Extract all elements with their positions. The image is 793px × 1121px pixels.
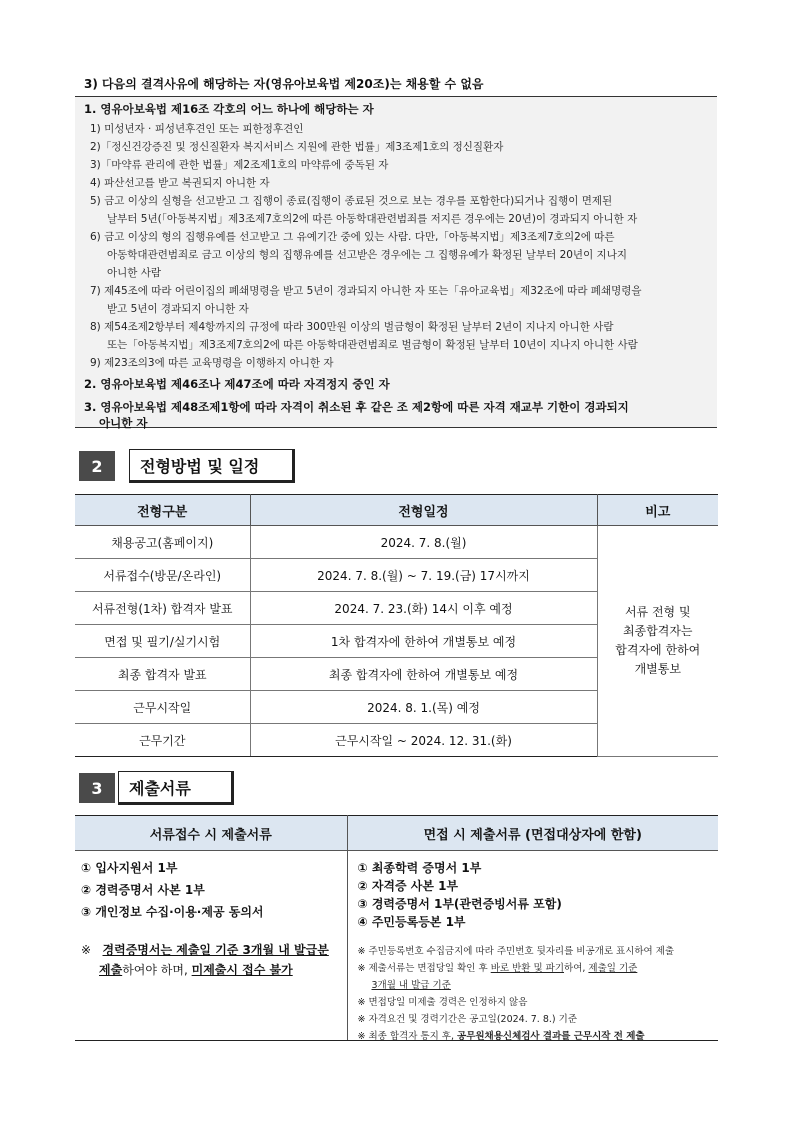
- disq-subitem: 4) 파산선고를 받고 복권되지 아니한 자: [90, 177, 270, 189]
- doc-item: ① 최종학력 증명서 1부: [357, 861, 482, 875]
- career-note-cont: [99, 961, 293, 978]
- row-type: 근무기간: [75, 724, 250, 757]
- col-header-interview-docs: 면접 시 제출서류 (면접대상자에 한함): [347, 816, 718, 851]
- table-row: [75, 851, 718, 1041]
- interview-note: ※ 면접당일 미제출 경력은 인정하지 않음: [357, 997, 528, 1008]
- note-underline: 3개월 내 발급 기준: [371, 980, 451, 991]
- doc-item: ② 자격증 사본 1부: [357, 879, 459, 893]
- schedule-note: [597, 526, 718, 757]
- table-header-row: [75, 816, 718, 851]
- section-3-title: 제출서류: [118, 771, 234, 805]
- row-type: 서류전형(1차) 합격자 발표: [75, 592, 250, 625]
- disq-subitem-cont: 받고 5년이 경과되지 아니한 자: [107, 303, 249, 315]
- row-schedule: 최종 합격자에 한하여 개별통보 예정: [250, 658, 597, 691]
- row-type: 근무시작일: [75, 691, 250, 724]
- interview-note: ※ 주민등록번호 수집금지에 따라 주민번호 뒷자리를 비공개로 표시하여 제출: [357, 946, 675, 957]
- disq-subitem: 8) 제54조제2항부터 제4항까지의 규정에 따라 300만원 이상의 벌금형이 확정된 날부터 2년이 지나지 아니한 사람: [90, 321, 614, 333]
- row-schedule: 1차 합격자에 한하여 개별통보 예정: [250, 625, 597, 658]
- disq-subitem: 1) 미성년자 · 피성년후견인 또는 피한정후견인: [90, 123, 304, 135]
- schedule-table: [75, 494, 718, 757]
- row-type: 채용공고(홈페이지): [75, 526, 250, 559]
- row-type: 면접 및 필기/실기시험: [75, 625, 250, 658]
- col-header-type: 전형구분: [75, 495, 250, 526]
- interview-note: ※ 자격요건 및 경력기간은 공고일(2024. 7. 8.) 기준: [357, 1014, 577, 1025]
- note-text: 하여,: [564, 963, 586, 974]
- disqualification-box: [75, 96, 717, 428]
- row-schedule: 2024. 7. 8.(월) ~ 7. 19.(금) 17시까지: [250, 559, 597, 592]
- doc-item: ③ 개인정보 수집·이용·제공 동의서: [81, 905, 264, 919]
- interview-note-cont: [372, 977, 451, 991]
- table-row: [75, 526, 718, 559]
- disq-subitem-cont: 아니한 사람: [107, 267, 162, 279]
- note-emphasis: 미제출시 접수 불가: [191, 963, 293, 977]
- interview-docs-cell: [347, 851, 718, 1041]
- disq-item-1-title: 1. 영유아보육법 제16조 각호의 어느 하나에 해당하는 자: [84, 102, 374, 116]
- col-header-note: 비고: [597, 495, 718, 526]
- career-note: [81, 941, 329, 958]
- section-2-title: 전형방법 및 일정: [129, 449, 295, 483]
- note-line: 서류 전형 및: [624, 605, 691, 619]
- row-type: 서류접수(방문/온라인): [75, 559, 250, 592]
- documents-table: [75, 815, 718, 1041]
- note-underline: 제출일 기준: [588, 963, 638, 974]
- disq-subitem: 3)「마약류 관리에 관한 법률」제2조제1호의 마약류에 중독된 자: [90, 159, 389, 171]
- col-header-schedule: 전형일정: [250, 495, 597, 526]
- note-line: 합격자에 한하여: [615, 643, 701, 657]
- row-type: 최종 합격자 발표: [75, 658, 250, 691]
- note-text: ※ 제출서류는 면접당일 확인 후: [357, 963, 488, 974]
- row-schedule: 2024. 7. 23.(화) 14시 이후 예정: [250, 592, 597, 625]
- row-schedule: 2024. 8. 1.(목) 예정: [250, 691, 597, 724]
- doc-item: ③ 경력증명서 1부(관련증빙서류 포함): [357, 897, 562, 911]
- note-emphasis: 제출: [99, 963, 123, 977]
- disq-item-3: 3. 영유아보육법 제48조제1항에 따라 자격이 취소된 후 같은 조 제2항에 따른 자격 재교부 기한이 경과되지: [84, 400, 629, 414]
- note-underline: 바로 반환 및 파기: [490, 963, 565, 974]
- note-mark: ※: [81, 943, 92, 957]
- disq-item-2: 2. 영유아보육법 제46조나 제47조에 따라 자격정지 중인 자: [84, 377, 390, 391]
- disq-subitem: 5) 금고 이상의 실형을 선고받고 그 집행이 종료(집행이 종료된 것으로 보는 경우를 포함한다)되거나 집행이 면제된: [90, 195, 613, 207]
- interview-note: [358, 960, 638, 974]
- note-text: ※ 최종 합격자 통지 후,: [357, 1031, 454, 1042]
- doc-item: ④ 주민등록등본 1부: [357, 915, 466, 929]
- interview-note: [358, 1028, 645, 1042]
- disq-subitem-cont: 또는「아동복지법」제3조제7호의2에 따른 아동학대관련범죄로 벌금형이 확정된 날부터 10년이 지나지 아니한 사람: [107, 339, 638, 351]
- disq-subitem-cont: 날부터 5년(「아동복지법」제3조제7호의2에 따른 아동학대관련범죄를 저지른 경우에는 20년)이 경과되지 아니한 자: [107, 213, 638, 225]
- row-schedule: 2024. 7. 8.(월): [250, 526, 597, 559]
- row-schedule: 근무시작일 ~ 2024. 12. 31.(화): [250, 724, 597, 757]
- disq-subitem: 9) 제23조의3에 따른 교육명령을 이행하지 아니한 자: [90, 357, 334, 369]
- col-header-application-docs: 서류접수 시 제출서류: [75, 816, 347, 851]
- disq-subitem-cont: 아동학대관련범죄로 금고 이상의 형의 집행유예를 선고받은 경우에는 그 집행유예가 확정된 날부터 20년이 지나지: [107, 249, 627, 261]
- disq-item-3-cont: 아니한 자: [99, 416, 148, 430]
- note-emphasis: 공무원채용신체검사 결과를 근무시작 전 제출: [457, 1031, 645, 1042]
- doc-item: ② 경력증명서 사본 1부: [81, 883, 205, 897]
- note-emphasis: 경력증명서는 제출일 기준 3개월 내 발급분: [102, 943, 329, 957]
- note-line: 개별통보: [634, 662, 681, 676]
- note-line: 최종합격자는: [622, 624, 693, 638]
- disqualification-heading: 3) 다음의 결격사유에 해당하는 자(영유아보육법 제20조)는 채용할 수 없음: [84, 77, 484, 91]
- table-header-row: [75, 495, 718, 526]
- disq-subitem: 2)「정신건강증진 및 정신질환자 복지서비스 지원에 관한 법률」제3조제1호의 정신질환자: [90, 141, 504, 153]
- note-text: 하여야 하며,: [122, 963, 188, 977]
- application-docs-cell: [75, 851, 347, 1041]
- disq-subitem: 7) 제45조에 따라 어린이집의 폐쇄명령을 받고 5년이 경과되지 아니한 자 또는「유아교육법」제32조에 따라 폐쇄명령을: [90, 285, 642, 297]
- disq-subitem: 6) 금고 이상의 형의 집행유예를 선고받고 그 유예기간 중에 있는 사람. 다만,「아동복지법」제3조제7호의2에 따른: [90, 231, 615, 243]
- section-3-number: 3: [79, 773, 115, 803]
- section-2-number: 2: [79, 451, 115, 481]
- doc-item: ① 입사지원서 1부: [81, 861, 178, 875]
